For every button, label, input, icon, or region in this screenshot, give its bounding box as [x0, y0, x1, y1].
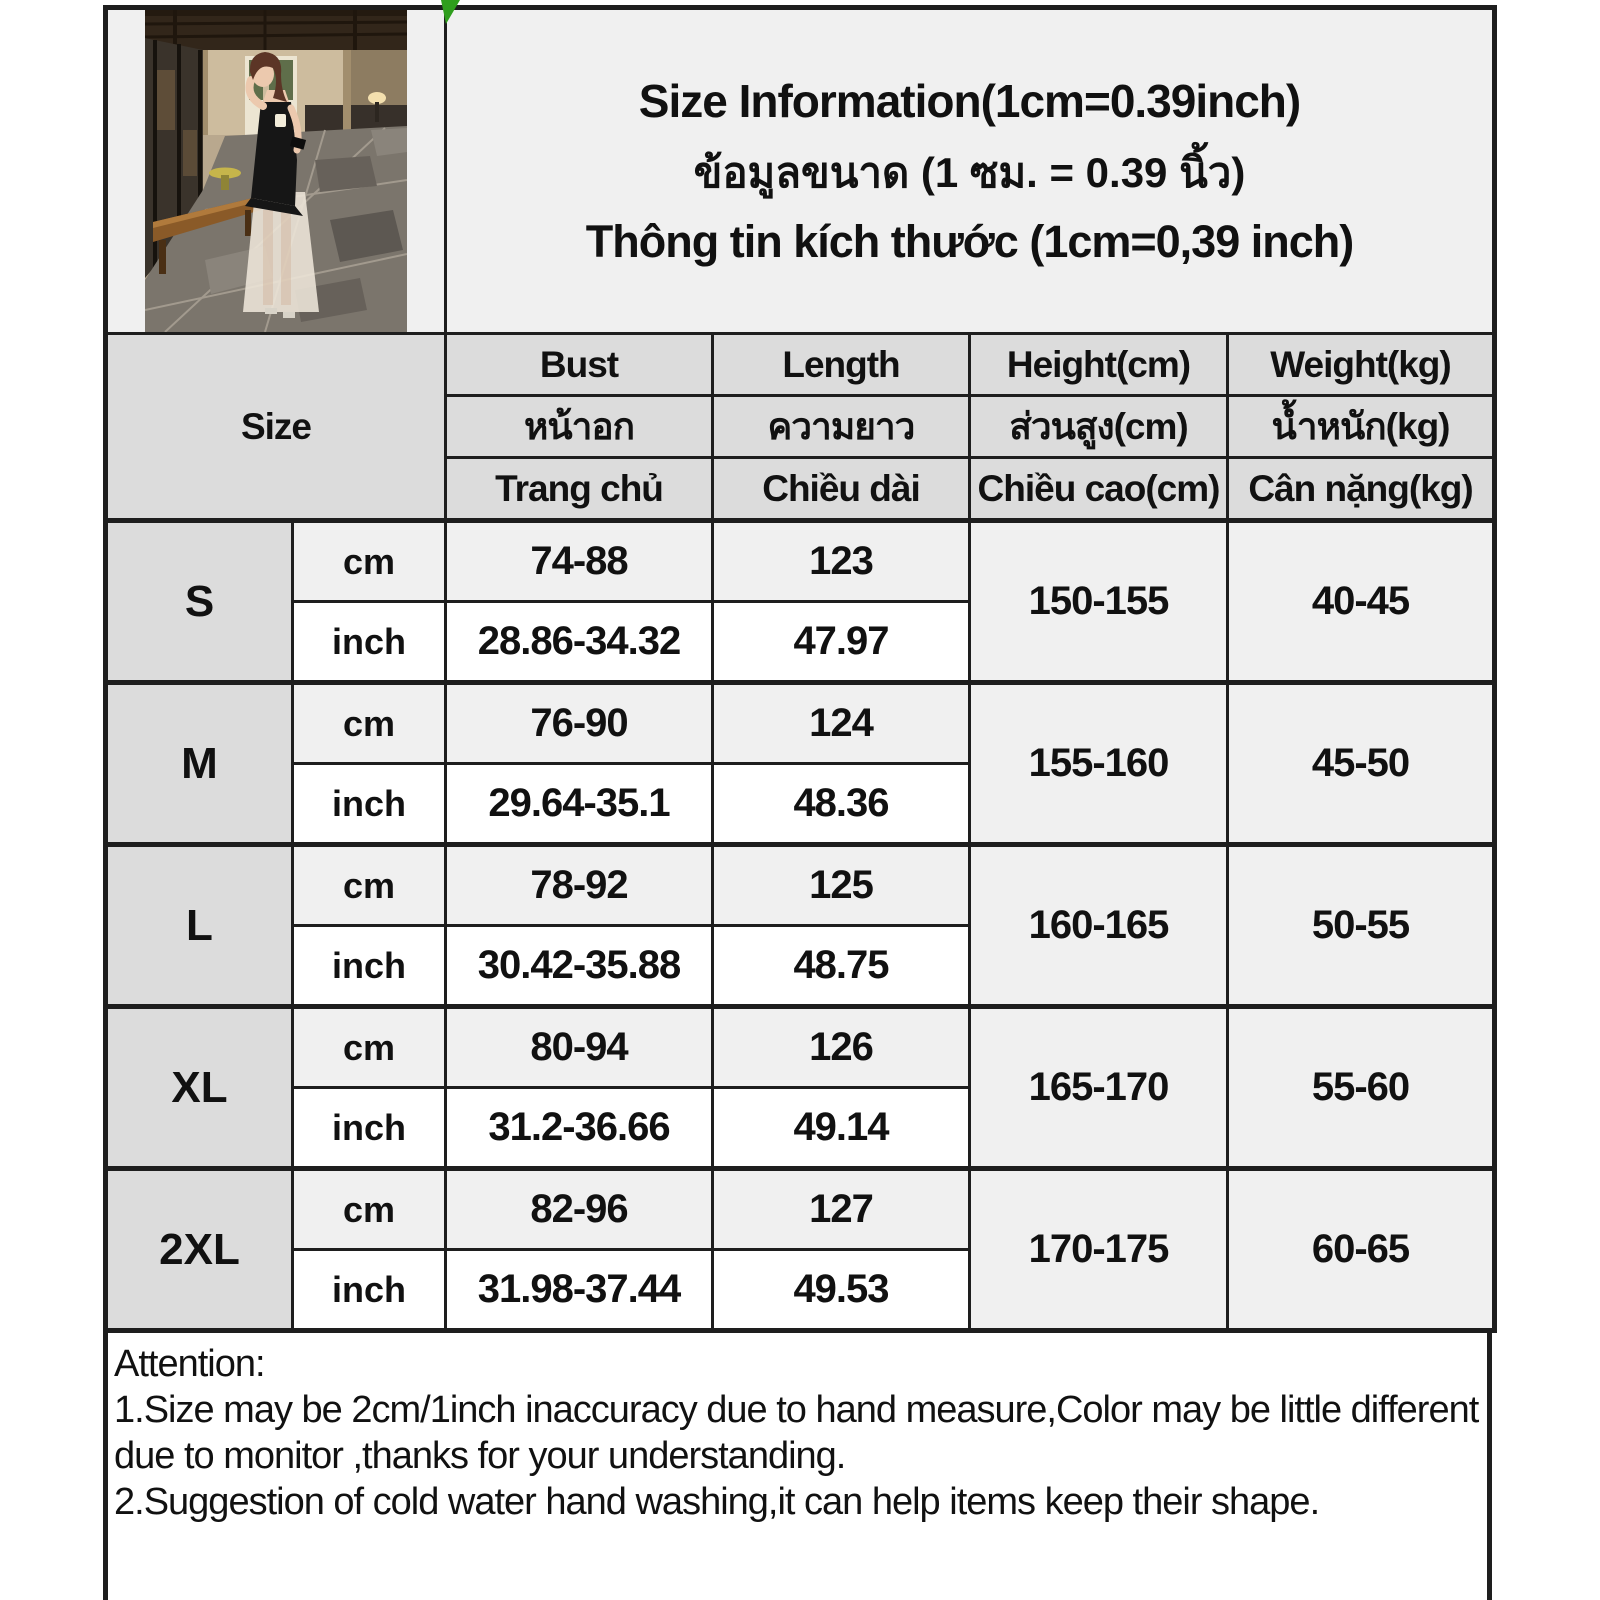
- height-range-value: 155-160: [970, 683, 1228, 845]
- unit-cm-label: cm: [293, 845, 446, 926]
- bust-inch-value: 29.64-35.1: [446, 764, 713, 845]
- length-cm-value: 126: [713, 1007, 970, 1088]
- size-label-m: M: [106, 683, 293, 845]
- unit-inch-label: inch: [293, 602, 446, 683]
- unit-inch-label: inch: [293, 1088, 446, 1169]
- size-label-s: S: [106, 521, 293, 683]
- height-range-value: 165-170: [970, 1007, 1228, 1169]
- unit-inch-label: inch: [293, 764, 446, 845]
- bust-inch-value: 31.98-37.44: [446, 1250, 713, 1331]
- attention-heading: Attention:: [114, 1343, 265, 1385]
- size-label-xl: XL: [106, 1007, 293, 1169]
- size-row-s-cm: [106, 521, 1495, 602]
- size-label-2xl: 2XL: [106, 1169, 293, 1331]
- bust-cm-value: 82-96: [446, 1169, 713, 1250]
- header-height-vi: Chiều cao(cm): [970, 458, 1228, 521]
- size-table: [103, 5, 1497, 1333]
- length-cm-value: 125: [713, 845, 970, 926]
- header-length-en: Length: [713, 334, 970, 396]
- length-cm-value: 123: [713, 521, 970, 602]
- lobby-photo-illustration: [145, 10, 407, 332]
- size-row-2xl-cm: [106, 1169, 1495, 1250]
- unit-cm-label: cm: [293, 521, 446, 602]
- length-cm-value: 124: [713, 683, 970, 764]
- header-bust-en: Bust: [446, 334, 713, 396]
- size-row-xl-cm: [106, 1007, 1495, 1088]
- unit-cm-label: cm: [293, 1169, 446, 1250]
- header-length-vi: Chiều dài: [713, 458, 970, 521]
- bust-cm-value: 80-94: [446, 1007, 713, 1088]
- size-row-l-cm: [106, 845, 1495, 926]
- weight-range-value: 55-60: [1228, 1007, 1495, 1169]
- weight-range-value: 40-45: [1228, 521, 1495, 683]
- header-length-th: ความยาว: [713, 396, 970, 458]
- bust-cm-value: 74-88: [446, 521, 713, 602]
- header-height-th: ส่วนสูง(cm): [970, 396, 1228, 458]
- length-inch-value: 49.14: [713, 1088, 970, 1169]
- top-section: [106, 8, 1495, 334]
- bust-inch-value: 28.86-34.32: [446, 602, 713, 683]
- size-chart-sheet: [103, 5, 1492, 1600]
- header-bust-vi: Trang chủ: [446, 458, 713, 521]
- header-height-en: Height(cm): [970, 334, 1228, 396]
- length-inch-value: 47.97: [713, 602, 970, 683]
- weight-range-value: 60-65: [1228, 1169, 1495, 1331]
- unit-cm-label: cm: [293, 1007, 446, 1088]
- header-weight-vi: Cân nặng(kg): [1228, 458, 1495, 521]
- size-label-l: L: [106, 845, 293, 1007]
- bust-inch-value: 31.2-36.66: [446, 1088, 713, 1169]
- bust-inch-value: 30.42-35.88: [446, 926, 713, 1007]
- title-cell: [446, 8, 1495, 334]
- height-range-value: 160-165: [970, 845, 1228, 1007]
- length-cm-value: 127: [713, 1169, 970, 1250]
- unit-inch-label: inch: [293, 926, 446, 1007]
- bust-cm-value: 78-92: [446, 845, 713, 926]
- bust-cm-value: 76-90: [446, 683, 713, 764]
- product-photo-cell: [106, 8, 446, 334]
- title-vietnamese: Thông tin kích thước (1cm=0,39 inch): [585, 216, 1354, 267]
- weight-range-value: 50-55: [1228, 845, 1495, 1007]
- height-range-value: 150-155: [970, 521, 1228, 683]
- header-weight-en: Weight(kg): [1228, 334, 1495, 396]
- header-bust-th: หน้าอก: [446, 396, 713, 458]
- product-photo: [145, 10, 407, 332]
- length-inch-value: 48.75: [713, 926, 970, 1007]
- size-column-header: Size: [106, 334, 446, 521]
- unit-cm-label: cm: [293, 683, 446, 764]
- size-row-m-cm: [106, 683, 1495, 764]
- attention-note-1-line-1: 1.Size may be 2cm/1inch inaccuracy due to hand measure,Color may be little different: [114, 1389, 1479, 1431]
- green-corner-flag-icon: [438, 0, 462, 26]
- attention-note-1-line-2: due to monitor ,thanks for your understanding.: [114, 1435, 846, 1477]
- header-weight-th: น้ำหนัก(kg): [1228, 396, 1495, 458]
- title-thai: ข้อมูลขนาด (1 ซม. = 0.39 นิ้ว): [693, 149, 1246, 196]
- height-range-value: 170-175: [970, 1169, 1228, 1331]
- attention-note-2: 2.Suggestion of cold water hand washing,it can help items keep their shape.: [114, 1481, 1320, 1523]
- length-inch-value: 49.53: [713, 1250, 970, 1331]
- header-row-english: [106, 334, 1495, 396]
- length-inch-value: 48.36: [713, 764, 970, 845]
- unit-inch-label: inch: [293, 1250, 446, 1331]
- weight-range-value: 45-50: [1228, 683, 1495, 845]
- title-english: Size Information(1cm=0.39inch): [638, 75, 1301, 127]
- attention-box: [103, 1333, 1492, 1600]
